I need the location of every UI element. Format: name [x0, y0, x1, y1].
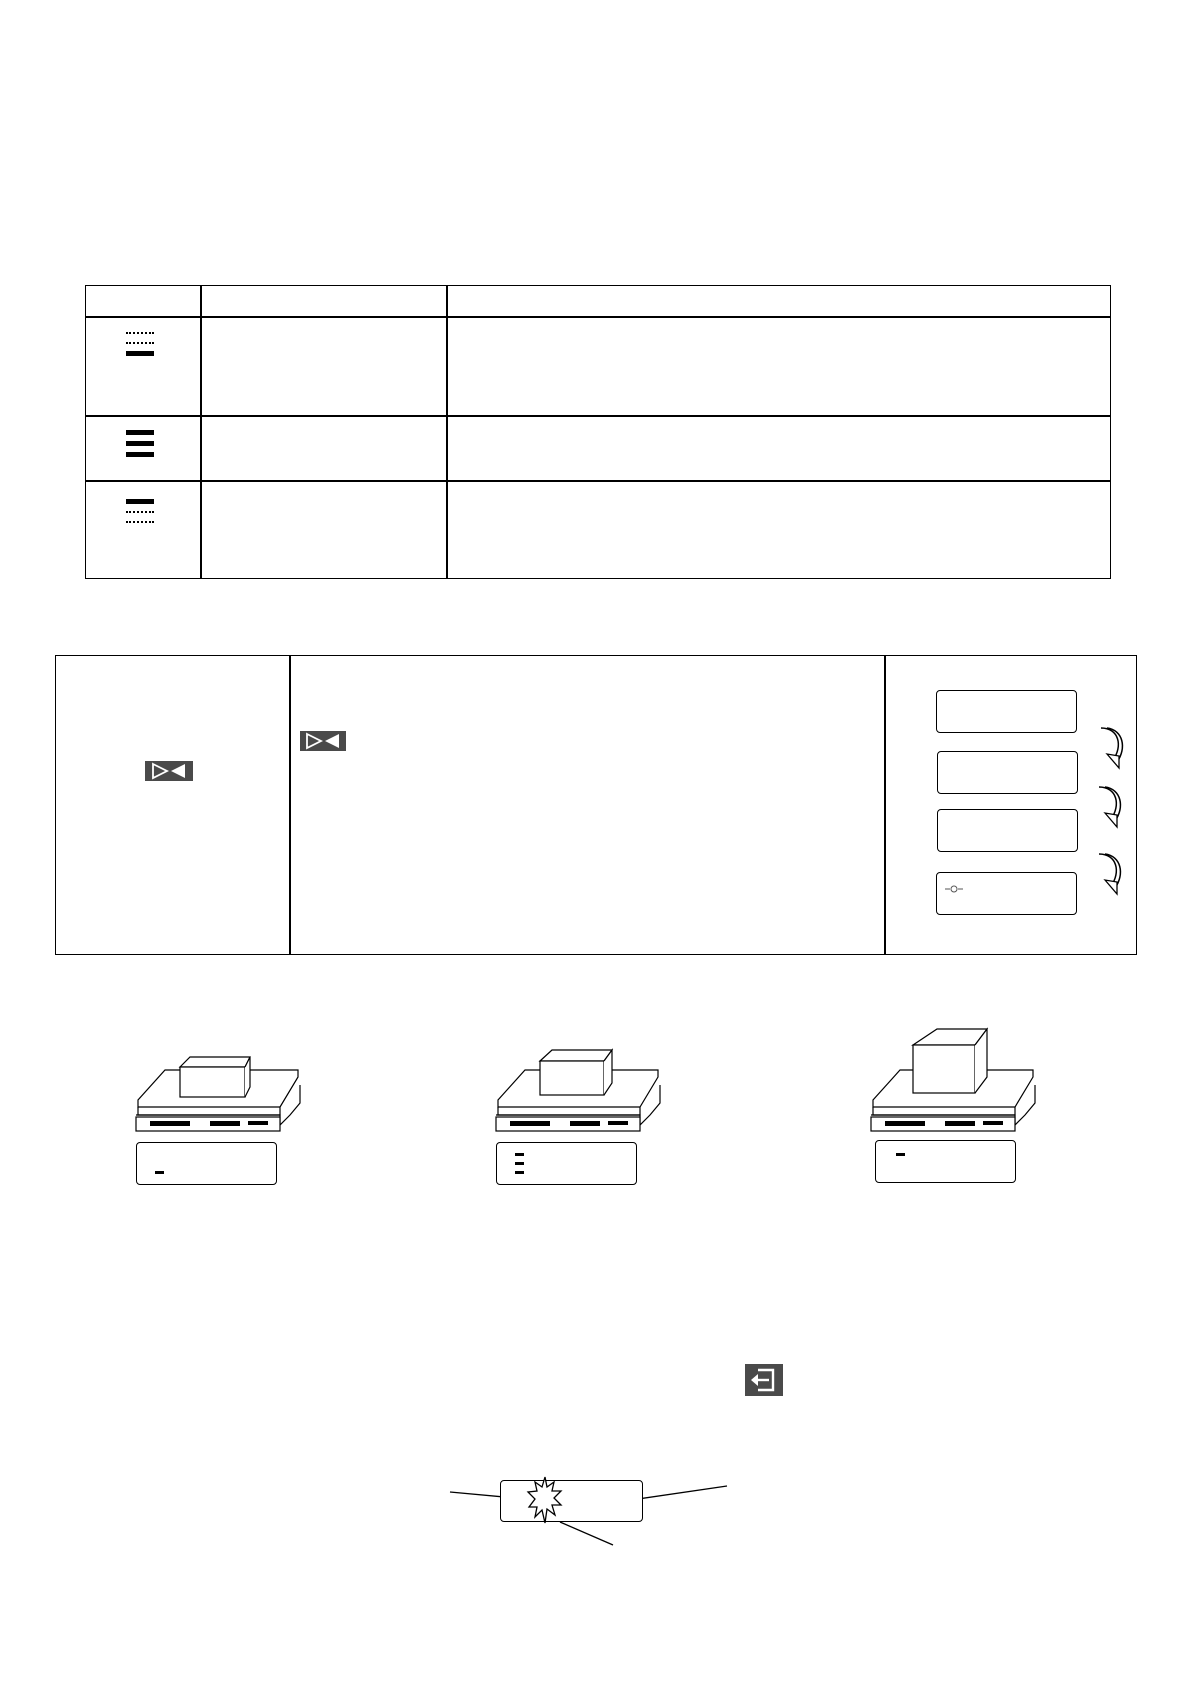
tare-key-icon — [145, 761, 193, 781]
curved-arrow-icon — [1095, 783, 1125, 831]
tolerance-table-row-divider — [85, 415, 1111, 417]
curved-arrow-icon — [1095, 850, 1125, 898]
scale-lcd-ok — [496, 1142, 637, 1185]
tolerance-table-divider — [446, 285, 448, 579]
lcd-display-1 — [936, 690, 1077, 733]
enter-key-icon — [745, 1364, 783, 1396]
level-high-segment — [896, 1153, 905, 1156]
scale-illustration-low — [130, 1035, 310, 1185]
tolerance-table-divider — [200, 285, 202, 579]
scale-illustration-high — [865, 1025, 1045, 1185]
curved-arrow-icon — [1097, 724, 1127, 772]
tare-table-divider — [884, 655, 886, 955]
tolerance-table — [85, 285, 1111, 579]
tare-table-divider — [289, 655, 291, 955]
flash-star-icon — [527, 1477, 563, 1525]
level-low-segment — [155, 1171, 164, 1174]
tolerance-table-row-divider — [85, 480, 1111, 482]
scale-lcd-high — [875, 1140, 1016, 1183]
level-low-icon — [126, 330, 158, 360]
lcd-display-4 — [936, 872, 1077, 915]
flash-lcd-display — [500, 1480, 643, 1522]
level-full-icon — [126, 428, 158, 462]
scale-lcd-low — [136, 1142, 277, 1185]
level-high-icon — [126, 497, 158, 527]
tare-key-inline-icon — [300, 731, 346, 751]
tolerance-table-header-divider — [85, 316, 1111, 318]
lcd-display-2 — [937, 751, 1078, 794]
stability-indicator-icon — [944, 883, 964, 897]
scale-illustration-ok — [490, 1035, 670, 1185]
lcd-display-3 — [937, 809, 1078, 852]
